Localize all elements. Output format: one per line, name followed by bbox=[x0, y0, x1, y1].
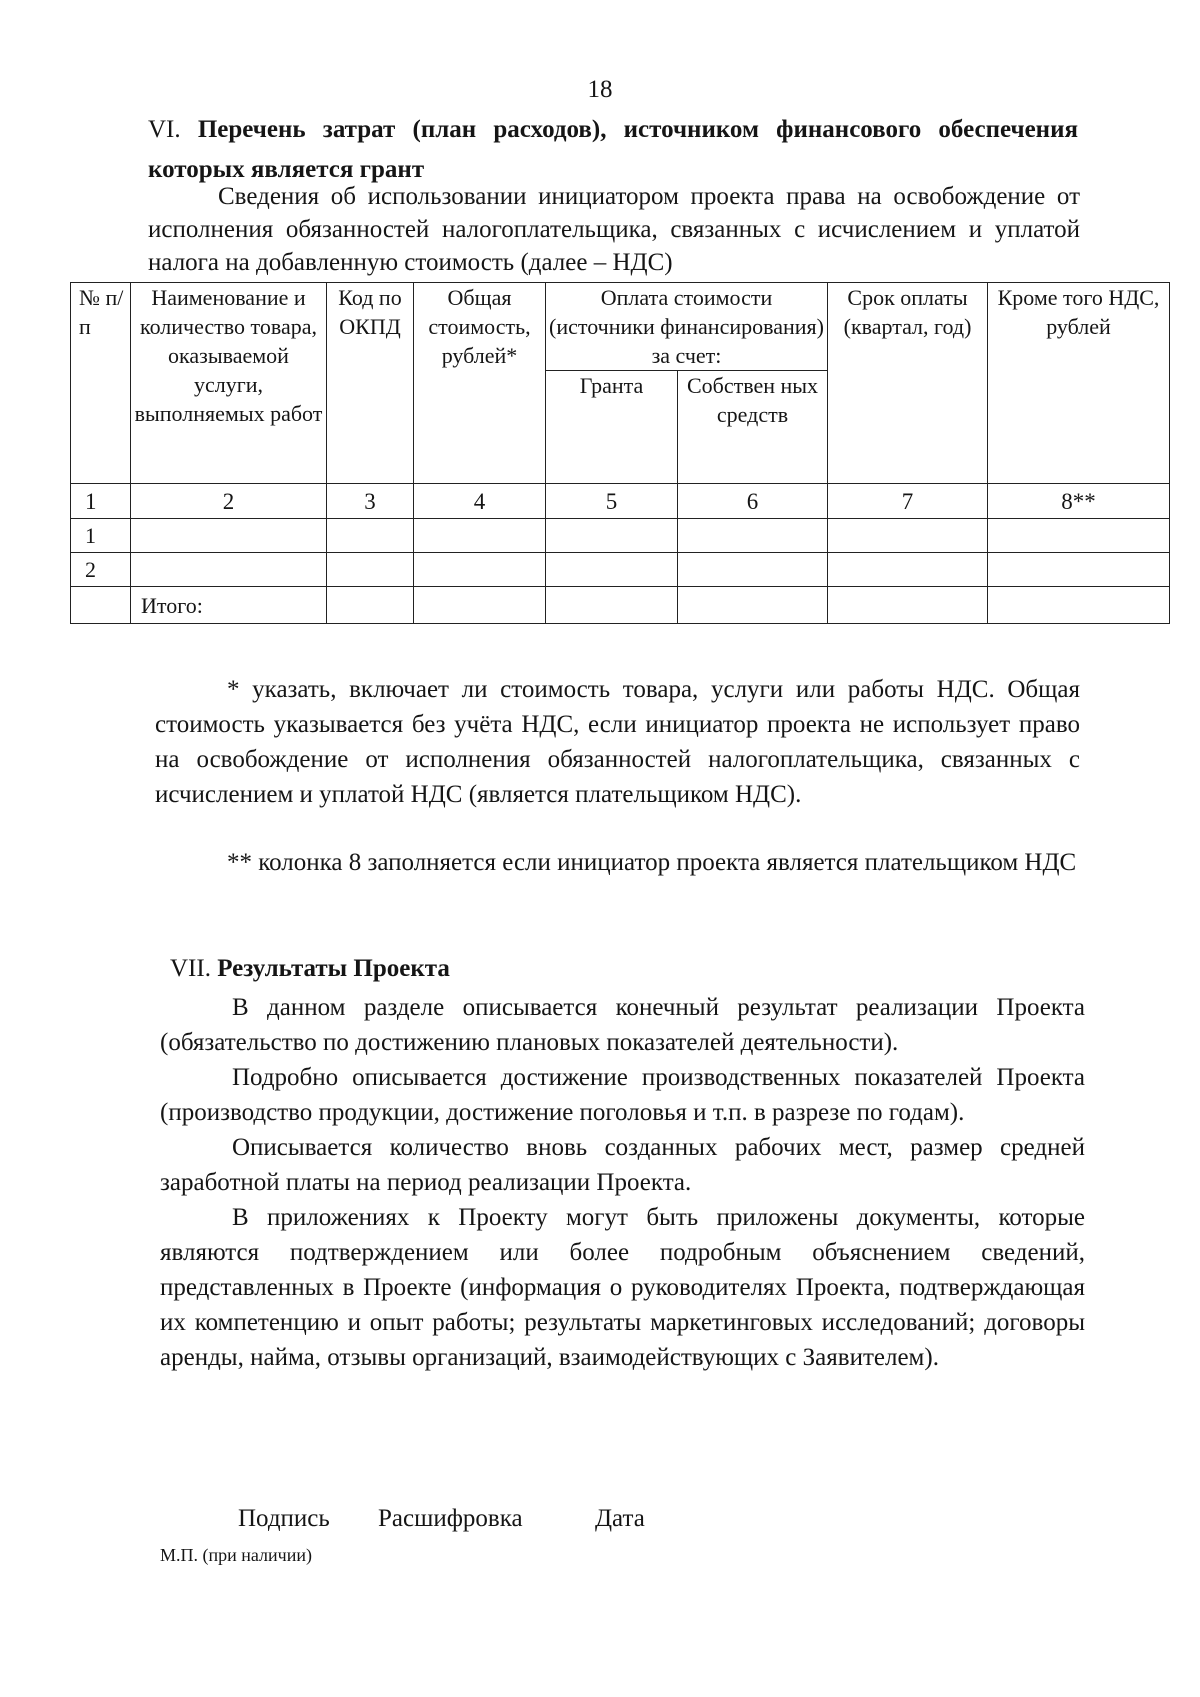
footnote-column-8: ** колонка 8 заполняется если инициатор проекта является плательщиком НДС bbox=[227, 849, 1077, 876]
table-cell bbox=[828, 553, 988, 587]
table-row bbox=[71, 553, 1170, 587]
table-cell bbox=[828, 519, 988, 553]
column-number: 7 bbox=[828, 484, 988, 519]
seal-note: М.П. (при наличии) bbox=[160, 1545, 312, 1565]
section-7-heading bbox=[170, 955, 450, 983]
table-row bbox=[71, 519, 1170, 553]
table-cell bbox=[414, 553, 546, 587]
table-header-row bbox=[71, 283, 1170, 371]
signature-date-label: Дата bbox=[595, 1505, 645, 1532]
table-cell bbox=[131, 519, 327, 553]
table-cell bbox=[828, 587, 988, 624]
table-cell bbox=[546, 553, 678, 587]
table-cell bbox=[678, 553, 828, 587]
table-cell bbox=[131, 553, 327, 587]
header-okpd: Код по ОКПД bbox=[327, 283, 414, 484]
section-7-paragraph: Подробно описывается достижение производственных показателей Проекта (производство продукции, достижение поголовья и т.п. в разрезе по годам). bbox=[160, 1064, 1085, 1126]
total-label: Итого: bbox=[131, 587, 327, 624]
header-name: Наименование и количество товара, оказываемой услуги, выполняемых работ bbox=[131, 283, 327, 484]
table-cell bbox=[71, 587, 131, 624]
header-num: № п/ п bbox=[71, 283, 131, 484]
row-number: 2 bbox=[71, 553, 131, 587]
section-6-heading bbox=[148, 110, 1078, 190]
header-payment-sources: Оплата стоимости (источники финансирования) за счет: bbox=[546, 283, 828, 371]
table-cell bbox=[414, 587, 546, 624]
column-number: 3 bbox=[327, 484, 414, 519]
table-cell bbox=[988, 587, 1170, 624]
table-cell bbox=[678, 587, 828, 624]
footnote-vat-cost: * указать, включает ли стоимость товара, услуги или работы НДС. Общая стоимость указывается без учёта НДС, если инициатор проекта не использует право на освобождение от исполнения обязанностей налогоплательщика, связанных с исчислением и уплатой НДС (является плательщиком НДС). bbox=[155, 676, 1080, 808]
section-7-paragraph: Описывается количество вновь созданных рабочих мест, размер средней заработной платы на период реализации Проекта. bbox=[160, 1134, 1085, 1196]
row-number: 1 bbox=[71, 519, 131, 553]
column-number: 6 bbox=[678, 484, 828, 519]
column-number: 1 bbox=[71, 484, 131, 519]
table-cell bbox=[988, 519, 1170, 553]
table-cell bbox=[546, 519, 678, 553]
header-payment-term: Срок оплаты (квартал, год) bbox=[828, 283, 988, 484]
header-except-vat: Кроме того НДС, рублей bbox=[988, 283, 1170, 484]
table-cell bbox=[327, 553, 414, 587]
total-row bbox=[71, 587, 1170, 624]
column-number-row bbox=[71, 484, 1170, 519]
signature-label: Подпись bbox=[238, 1505, 330, 1532]
cost-plan-table bbox=[70, 282, 1170, 624]
section-7-paragraph: В приложениях к Проекту могут быть приложены документы, которые являются подтверждением или более подробным объяснением сведений, представленных в Проекте (информация о руководителях Проекта, подтверждающая их компетенцию и опыт работы; результаты маркетинговых исследований; договоры аренды, найма, отзывы организаций, взаимодействующих с Заявителем). bbox=[160, 1204, 1085, 1371]
header-total-cost: Общая стоимость, рублей* bbox=[414, 283, 546, 484]
page-number: 18 bbox=[587, 76, 613, 103]
section-6-intro: Сведения об использовании инициатором проекта права на освобождение от исполнения обязанностей налогоплательщика, связанных с исчислением и уплатой налога на добавленную стоимость (далее – НДС) bbox=[148, 183, 1080, 276]
column-number: 4 bbox=[414, 484, 546, 519]
table-cell bbox=[327, 519, 414, 553]
signature-decode-label: Расшифровка bbox=[378, 1505, 523, 1532]
header-grant: Гранта bbox=[546, 371, 678, 484]
column-number: 8** bbox=[988, 484, 1170, 519]
section-7-paragraph: В данном разделе описывается конечный результат реализации Проекта (обязательство по достижению плановых показателей деятельности). bbox=[160, 994, 1085, 1056]
table-cell bbox=[327, 587, 414, 624]
table-cell bbox=[988, 553, 1170, 587]
section-6-title: Перечень затрат (план расходов), источником финансового обеспечения которых является грант bbox=[148, 116, 1078, 183]
section-6-numeral: VI. bbox=[148, 116, 181, 143]
table-cell bbox=[678, 519, 828, 553]
section-7-numeral: VII. bbox=[170, 955, 211, 982]
section-7-title: Результаты Проекта bbox=[217, 955, 450, 982]
section-7-body bbox=[160, 990, 1085, 1375]
column-number: 2 bbox=[131, 484, 327, 519]
header-own-funds: Собствен ных средств bbox=[678, 371, 828, 484]
table-cell bbox=[546, 587, 678, 624]
table-cell bbox=[414, 519, 546, 553]
column-number: 5 bbox=[546, 484, 678, 519]
